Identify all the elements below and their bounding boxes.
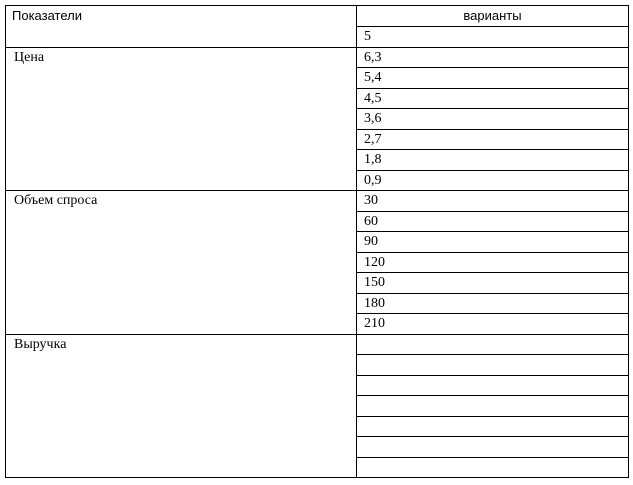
demand-volume-value-cell: 150 [357,273,629,294]
revenue-value-cell [357,334,629,355]
price-label-cell: Цена [6,47,357,191]
price-value-cell: 4,5 [357,88,629,109]
demand-volume-label-cell: Объем спроса [6,191,357,335]
demand-volume-value-cell: 180 [357,293,629,314]
revenue-value-cell [357,457,629,478]
table-row [6,191,629,212]
revenue-value-cell [357,437,629,458]
table-row [6,334,629,355]
revenue-value-cell [357,416,629,437]
price-value-cell: 3,6 [357,109,629,130]
demand-volume-value-cell: 30 [357,191,629,212]
price-value-cell: 5,4 [357,68,629,89]
price-value-cell: 6,3 [357,47,629,68]
price-value-cell: 0,9 [357,170,629,191]
variant-number-cell: 5 [357,27,629,48]
table-row [6,47,629,68]
price-value-cell: 2,7 [357,129,629,150]
revenue-label-cell: Выручка [6,334,357,478]
demand-volume-value-cell: 60 [357,211,629,232]
indicators-table [5,5,629,478]
header-indicators-cell: Показатели [6,6,357,48]
demand-volume-value-cell: 90 [357,232,629,253]
table-header-row [6,6,629,27]
header-variants-cell: варианты [357,6,629,27]
demand-volume-value-cell: 120 [357,252,629,273]
demand-volume-value-cell: 210 [357,314,629,335]
revenue-value-cell [357,355,629,376]
price-value-cell: 1,8 [357,150,629,171]
revenue-value-cell [357,396,629,417]
revenue-value-cell [357,375,629,396]
